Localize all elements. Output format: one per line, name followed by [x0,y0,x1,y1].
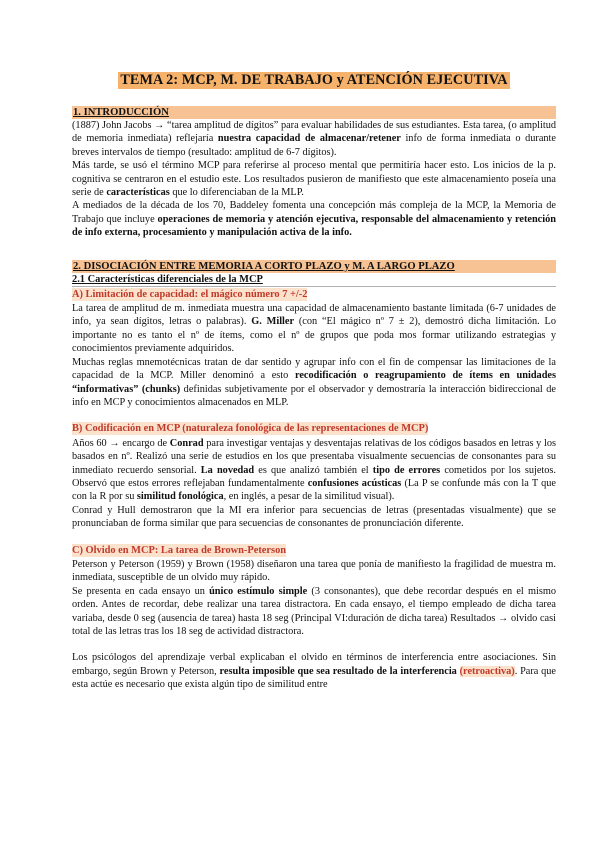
bold-run: recodificación o reagrupamiento de ítems en unidades “informativas” (chunks) [72,370,557,395]
spacer [72,638,556,651]
text-run: (La P se confunde más con la T que con la R por su [72,477,556,503]
bold-run: nuestra capacidad de almacenar/retener [217,133,401,145]
spacer [72,240,556,253]
heading-a-wrap [72,288,556,301]
bold-run: único estímulo simple [209,585,308,597]
section-1-heading-line [72,106,556,119]
highlighted-run: (retroactiva) [459,665,515,677]
intro-paragraph-2 [72,159,556,199]
text-run: definidas subjetivamente por el observador y demostraría la interacción bidireccional de info en MCP y conocimientos almacenados en MLP. [72,383,556,408]
section-1-heading: 1. INTRODUCCIÓN [72,106,556,119]
text-run: que lo diferenciaban de la MLP. [169,187,304,199]
b-paragraph-2: Conrad y Hull demostraron que la MI era inferior para secuencias de letras (presentadas visualmente) que se pronunciaban de forma similar que para secuencias de consonantes de pronunciación diferente. [72,504,556,530]
text-run: (3 consonantes), que debe recordar después en el mismo orden. Antes de recordar, debe realizar una tarea distractora. En cada ensayo, el tiempo empleado de dicha tarea variaba, desde 0 seg (ausencia de tarea) hasta 18 seg (Principal VI:duración de dicha tarea) Resultados → olvido casi total de las letras tras los 18 seg de actividad distractora. [72,585,556,637]
bold-run: resulta imposible que sea resultado de la interferencia [219,665,457,677]
bold-run: similitud fonológica [136,491,224,503]
text-run: Los psicólogos del aprendizaje verbal explicaban el olvido en términos de interferencia entre asociaciones. Sin embargo, según Brown y Peterson, [72,652,556,677]
bold-run: La novedad [200,464,255,476]
text-run: es que analizó también el [254,464,373,476]
text-run: (con “El mágico nº 7 ± 2), demostró dicha limitación. Lo importante no es tanto el nº de ítems, como el nº de grupos que poda mos formar utilizando estrategias y conocimientos previamente adquiridos. [72,316,556,355]
bold-run: confusiones acústicas [307,477,402,489]
text-run: , en inglés, a pesar de la similitud visual). [223,491,395,503]
text-run: Años 60 → encargo de [72,437,170,449]
spacer [72,531,556,544]
text-run: Se presenta en cada ensayo un [72,585,210,597]
text-run: cometidos por los sujetos. Observó que estos errores reflejaban fundamentalmente [72,464,557,489]
a-paragraph-1 [72,302,556,356]
section-2-heading-line [72,260,556,273]
heading-a: A) Limitación de capacidad: el mágico número 7 +/-2 [72,288,308,300]
bold-run: características [106,187,170,199]
heading-c: C) Olvido en MCP: La tarea de Brown-Peterson [72,544,287,556]
text-run: info de forma inmediata o durante breves intervalos de tiempo (resultado: amplitud de 6-7 dígitos). [72,133,556,158]
bold-run: tipo de errores [372,464,441,476]
text-run: (1887) John Jacobs → “tarea amplitud de dígitos” para evaluar habilidades de sus estudiantes. Esta tarea, (o amplitud de memoria inmediata) reflejaría [72,120,556,145]
c-paragraph-2 [72,585,556,639]
b-paragraph-1 [72,437,556,504]
a-paragraph-2 [72,356,556,410]
bold-run: Conrad [169,437,204,449]
bold-run: G. Miller [251,316,295,328]
subsection-2-1-heading: 2.1 Características diferenciales de la MCP [72,273,556,287]
section-2-heading: 2. DISOCIACIÓN ENTRE MEMORIA A CORTO PLAZO y M. A LARGO PLAZO [72,260,556,273]
c-paragraph-3 [72,651,556,691]
text-run: A mediados de la década de los 70, Baddeley fomenta una concepción más compleja de la MCP, la Memoria de Trabajo que incluye [72,200,556,225]
heading-b: B) Codificación en MCP (naturaleza fonológica de las representaciones de MCP) [72,423,429,435]
document-title: TEMA 2: MCP, M. DE TRABAJO y ATENCIÓN EJECUTIVA [120,72,508,88]
text-run: . Para que esta actúe es necesario que exista algún tipo de similitud entre [72,665,556,691]
spacer [72,409,556,422]
text-run: La tarea de amplitud de m. inmediata muestra una capacidad de almacenamiento bastante limitada (6-7 unidades de info, ya sean dígitos, letras o palabras). [72,303,556,328]
intro-paragraph-1 [72,119,556,159]
c-paragraph-1: Peterson y Peterson (1959) y Brown (1958) diseñaron una tarea que ponía de manifiesto la fragilidad de muestra m. inmediata, susceptible de un olvido muy rápido. [72,558,556,584]
text-run: Más tarde, se usó el término MCP para referirse al proceso mental que permitiría hacer esto. Los inicios de la p. cognitiva se centraron en el estudio este. Los resultados pusieron de manifiesto que este almacenamiento poseía una serie de [72,160,556,199]
heading-b-wrap [72,422,556,435]
text-run: Muchas reglas mnemotécnicas tratan de dar sentido y agrupar info con el fin de compensar las limitaciones de la capacidad de la MCP. Miller denominó a esto [72,356,556,382]
intro-paragraph-3 [72,199,556,239]
spacer [72,253,556,260]
bold-run: operaciones de memoria y atención ejecutiva, responsable del almacenamiento y retención de info externa, procesamiento y manipulación activa de la info. [72,213,556,239]
heading-c-wrap [72,544,556,557]
title-wrap [72,72,556,89]
text-run: para investigar ventajas y desventajas relativas de los códigos basados en letras y los basados en nº. Realizó una serie de estudios en los que presentaba visualmente secuencias de consonantes para su inmediato recuerdo sensorial. [72,437,556,476]
